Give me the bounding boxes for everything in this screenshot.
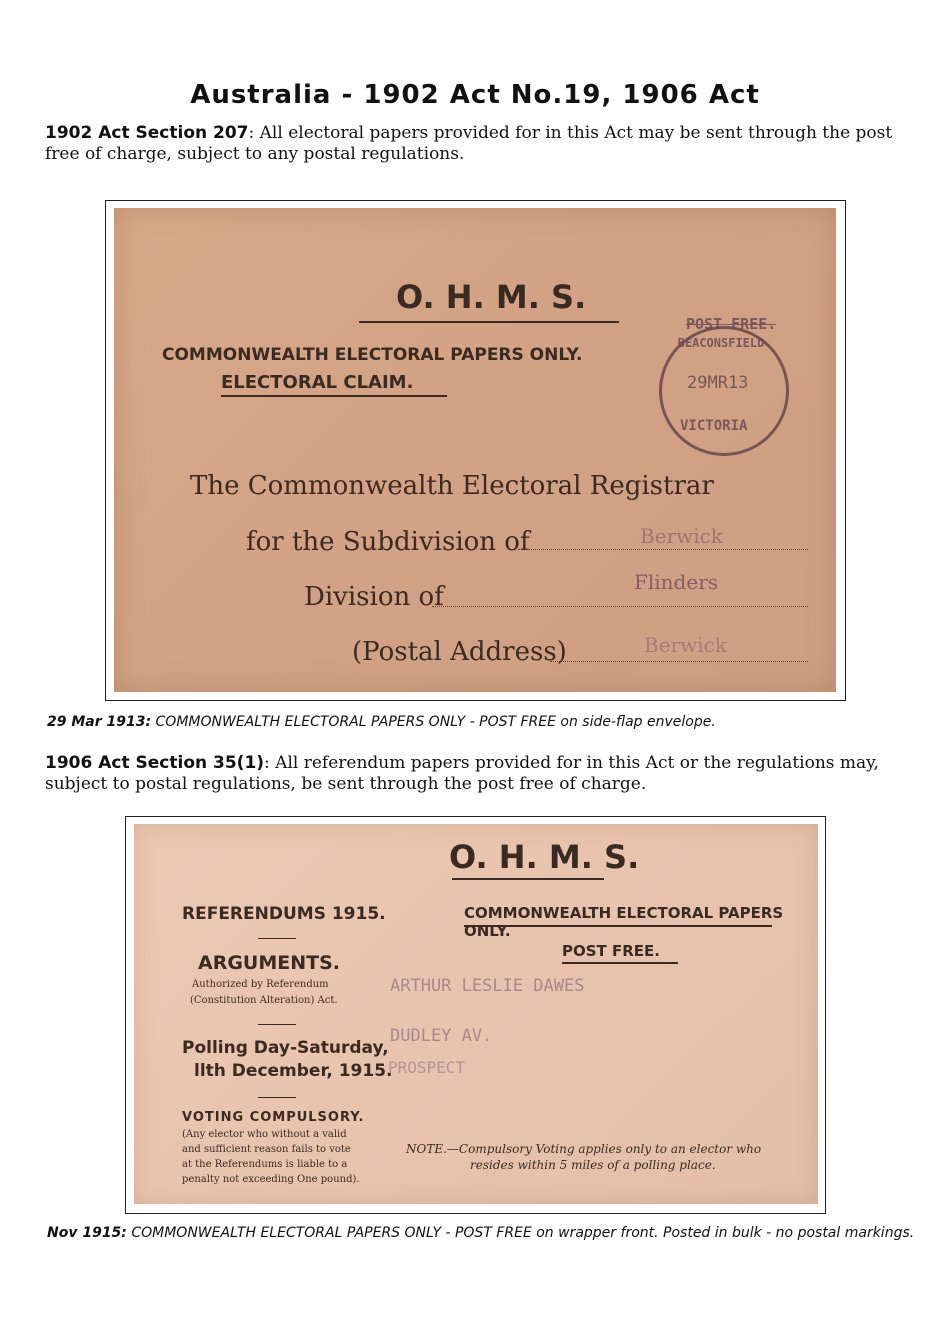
addressee-name: ARTHUR LESLIE DAWES bbox=[390, 976, 585, 996]
subdivision-label: for the Subdivision of bbox=[246, 527, 530, 557]
voting-note-line-4: penalty not exceeding One pound). bbox=[182, 1174, 360, 1185]
polling-day-line-2: llth December, 1915. bbox=[194, 1061, 393, 1081]
postmark-state: VICTORIA bbox=[680, 418, 748, 434]
postmark-town: BEACONSFIELD bbox=[677, 336, 765, 350]
postal-address-label: (Postal Address) bbox=[352, 637, 567, 667]
voting-note-line-3: at the Referendums is liable to a bbox=[182, 1159, 348, 1170]
electoral-claim-line: ELECTORAL CLAIM. bbox=[221, 372, 414, 393]
authorized-line: Authorized by Referendum bbox=[192, 979, 329, 990]
cover-1915-wrapper bbox=[134, 824, 818, 1204]
constitution-line: (Constitution Alteration) Act. bbox=[190, 995, 338, 1006]
caption-1913-date: 29 Mar 1913: bbox=[47, 714, 152, 730]
electoral-papers-line: COMMONWEALTH ELECTORAL PAPERS ONLY. bbox=[162, 345, 583, 365]
arguments-heading: ARGUMENTS. bbox=[198, 952, 341, 974]
divider-3 bbox=[258, 1097, 296, 1098]
ohms-heading: O. H. M. S. bbox=[396, 278, 587, 316]
section-1906-body: : All referendum papers provided for in this Act or the regulations may, subject to postal regulations, be sent through the post free of charge. bbox=[45, 753, 879, 794]
electoral-papers-line-2: COMMONWEALTH ELECTORAL PAPERS ONLY. bbox=[464, 904, 784, 940]
postmark-date: 29MR13 bbox=[687, 373, 749, 393]
addressee-town: PROSPECT bbox=[388, 1058, 466, 1077]
voting-note-line-2: and sufficient reason fails to vote bbox=[182, 1144, 351, 1155]
referendums-heading: REFERENDUMS 1915. bbox=[182, 904, 386, 924]
page-title: Australia - 1902 Act No.19, 1906 Act bbox=[190, 80, 760, 110]
cover-1915-frame bbox=[125, 816, 826, 1214]
caption-1913-text: COMMONWEALTH ELECTORAL PAPERS ONLY - POST FREE on side-flap envelope. bbox=[151, 714, 716, 730]
voting-compulsory-heading: VOTING COMPULSORY. bbox=[182, 1110, 365, 1125]
post-free-mark: POST FREE. bbox=[686, 315, 777, 333]
divider-1 bbox=[258, 938, 296, 939]
subdivision-dotted-line bbox=[518, 549, 808, 550]
compulsory-note-line-2: resides within 5 miles of a polling place. bbox=[470, 1158, 716, 1172]
postal-address-value: Berwick bbox=[644, 633, 727, 657]
section-1906-text bbox=[45, 753, 915, 795]
ohms-underline bbox=[359, 321, 619, 323]
post-free-line: POST FREE. bbox=[562, 942, 660, 960]
registrar-line: The Commonwealth Electoral Registrar bbox=[190, 471, 714, 501]
polling-day-line-1: Polling Day-Saturday, bbox=[182, 1038, 389, 1058]
section-1906-heading: 1906 Act Section 35(1) bbox=[45, 753, 265, 773]
division-dotted-line bbox=[432, 606, 808, 607]
voting-note-line-1: (Any elector who without a valid bbox=[182, 1129, 347, 1140]
postal-address-dotted-line bbox=[550, 661, 808, 662]
ohms-heading-2: O. H. M. S. bbox=[449, 838, 640, 876]
electoral-papers-underline-2 bbox=[464, 925, 772, 927]
caption-1915-text: COMMONWEALTH ELECTORAL PAPERS ONLY - POST FREE on wrapper front. Posted in bulk - no postal markings. bbox=[126, 1225, 915, 1241]
section-1902-body: : All electoral papers provided for in this Act may be sent through the post free of charge, subject to any postal regulations. bbox=[45, 123, 893, 164]
division-label: Division of bbox=[304, 582, 444, 612]
compulsory-note-line-1: NOTE.—Compulsory Voting applies only to an elector who bbox=[406, 1142, 762, 1156]
ohms-underline-2 bbox=[452, 878, 604, 880]
cover-1913-frame bbox=[105, 200, 846, 701]
subdivision-value: Berwick bbox=[640, 524, 723, 548]
caption-1915-date: Nov 1915: bbox=[47, 1225, 127, 1241]
section-1902-heading: 1902 Act Section 207 bbox=[45, 123, 249, 143]
divider-2 bbox=[258, 1024, 296, 1025]
cover-1913-envelope bbox=[114, 208, 836, 692]
section-1902-text bbox=[45, 123, 915, 165]
caption-1913 bbox=[47, 713, 917, 731]
division-value: Flinders bbox=[634, 570, 719, 594]
electoral-claim-underline bbox=[221, 395, 447, 397]
addressee-street: DUDLEY AV. bbox=[390, 1026, 493, 1046]
post-free-underline bbox=[562, 962, 678, 964]
caption-1915 bbox=[47, 1224, 917, 1242]
